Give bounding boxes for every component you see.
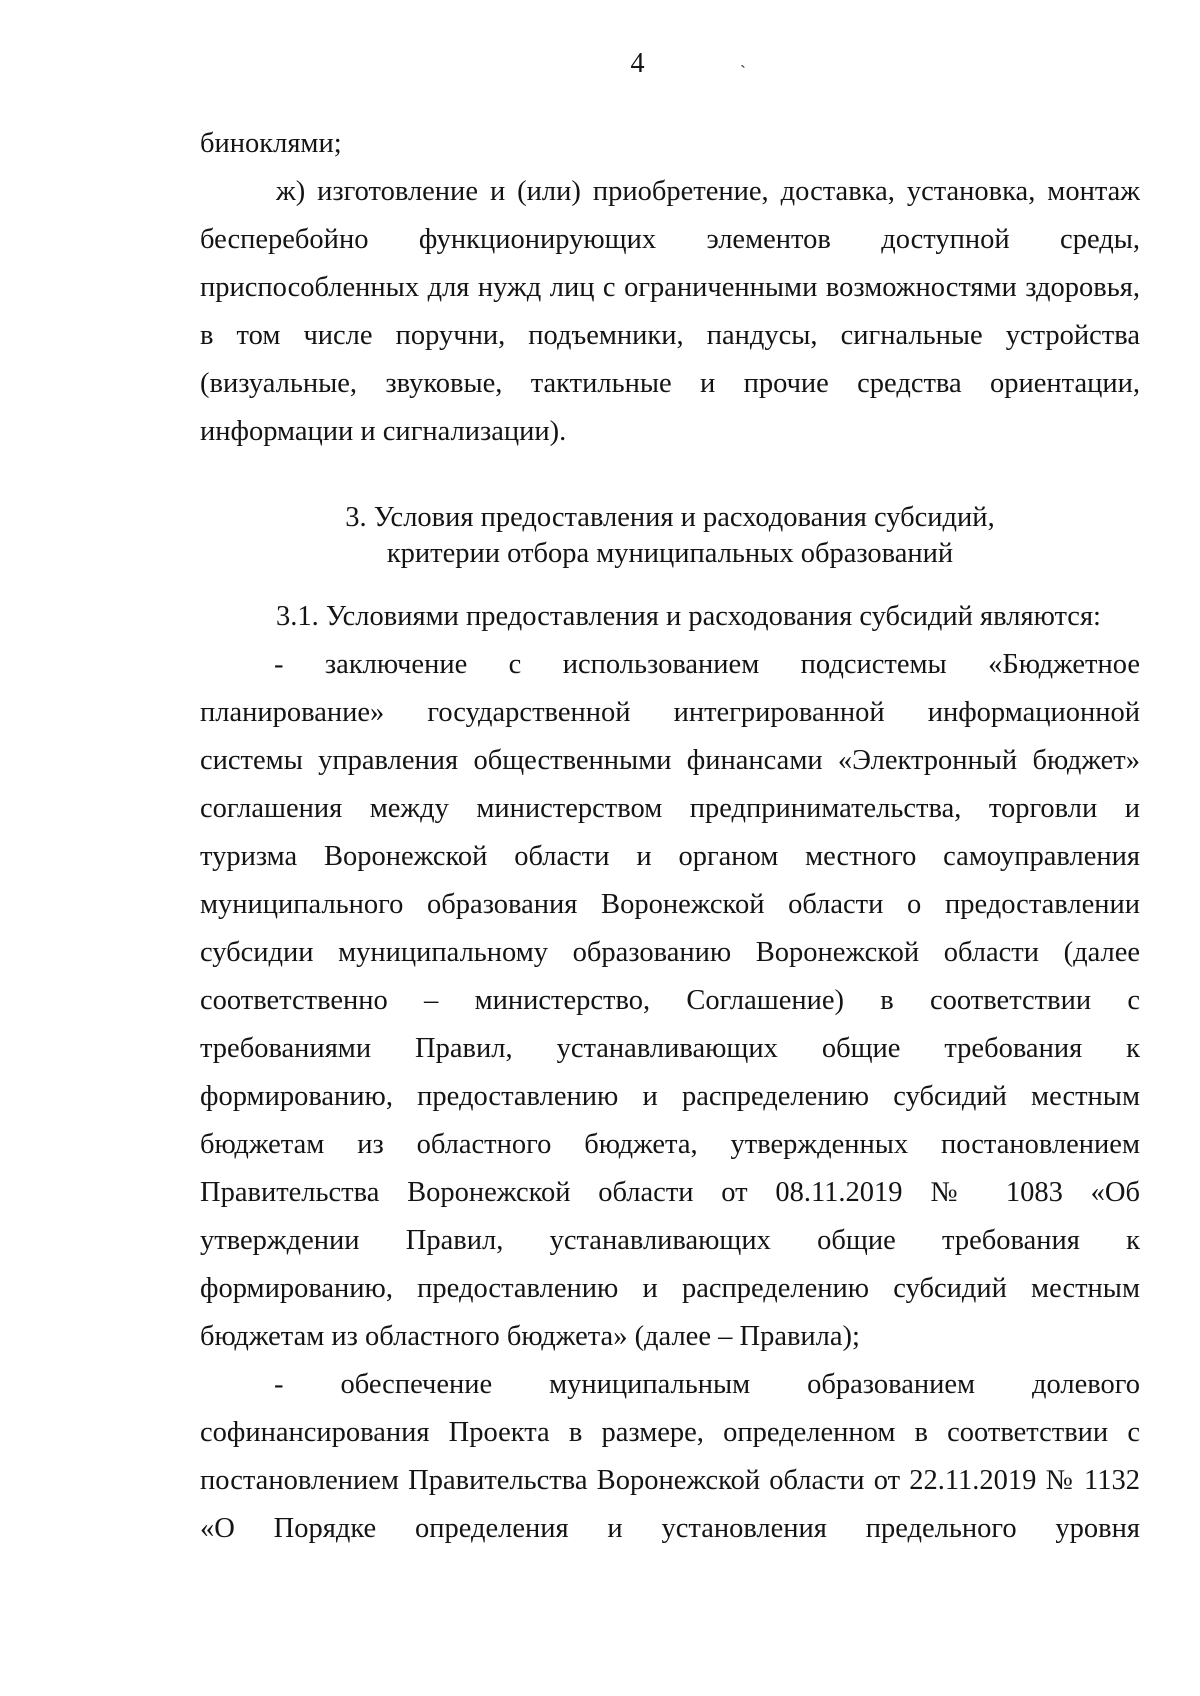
section-heading xyxy=(200,500,1140,572)
section-title-line: 3. Условия предоставления и расходования субсидий, xyxy=(345,502,995,533)
item-zh-line: информации и сигнализации). xyxy=(200,416,567,447)
bullet1-line: формированию, предоставлению и распределению субсидий местным xyxy=(200,1081,1140,1112)
bullet1-line: планирование» государственной интегрированной информационной xyxy=(200,697,1140,728)
bullet1-line: туризма Воронежской области и органом местного самоуправления xyxy=(200,841,1140,872)
section-title-line: критерии отбора муниципальных образований xyxy=(386,538,954,569)
page-number: 4 xyxy=(630,48,645,79)
bullet2-line: «О Порядке определения и установления предельного уровня xyxy=(200,1513,1140,1544)
intro-block xyxy=(200,120,1140,456)
bullet1-line: требованиями Правил, устанавливающих общие требования к xyxy=(200,1033,1140,1064)
clause-3-1-block xyxy=(200,593,1140,1553)
item-zh-line: (визуальные, звуковые, тактильные и прочие средства ориентации, xyxy=(200,368,1140,399)
bullet1-line: формированию, предоставлению и распределению субсидий местным xyxy=(200,1273,1140,1304)
bullet1-line: муниципального образования Воронежской области о предоставлении xyxy=(200,889,1140,920)
item-zh-line: приспособленных для нужд лиц с ограниченными возможностями здоровья, xyxy=(200,272,1140,303)
scan-mark: ˋ xyxy=(740,62,746,82)
bullet1-line: субсидии муниципальному образованию Воронежской области (далее xyxy=(200,937,1140,968)
bullet2-line: постановлением Правительства Воронежской области от 22.11.2019 № 1132 xyxy=(200,1465,1140,1496)
bullet1-line: системы управления общественными финансами «Электронный бюджет» xyxy=(200,745,1140,776)
clause-lead: 3.1. Условиями предоставления и расходования субсидий являются: xyxy=(276,601,1101,632)
bullet1-line: соответственно – министерство, Соглашение) в соответствии с xyxy=(200,985,1140,1016)
bullet1-line: утверждении Правил, устанавливающих общие требования к xyxy=(200,1225,1140,1256)
bullet1-line: - заключение с использованием подсистемы «Бюджетное xyxy=(274,649,1140,680)
item-zh-line: в том числе поручни, подъемники, пандусы, сигнальные устройства xyxy=(200,320,1140,351)
bullet1-line: бюджетам из областного бюджета, утвержденных постановлением xyxy=(200,1129,1140,1160)
bullet2-line: - обеспечение муниципальным образованием долевого xyxy=(274,1369,1140,1400)
bullet1-line: соглашения между министерством предпринимательства, торговли и xyxy=(200,793,1140,824)
bullet1-line: бюджетам из областного бюджета» (далее – Правила); xyxy=(200,1321,860,1352)
carryover-line: биноклями; xyxy=(200,128,342,159)
bullet2-line: софинансирования Проекта в размере, определенном в соответствии с xyxy=(200,1417,1140,1448)
item-zh-line: ж) изготовление и (или) приобретение, доставка, установка, монтаж xyxy=(276,176,1140,207)
item-zh-line: бесперебойно функционирующих элементов доступной среды, xyxy=(200,224,1140,255)
bullet1-line: Правительства Воронежской области от 08.11.2019 № 1083 «Об xyxy=(200,1177,1140,1208)
